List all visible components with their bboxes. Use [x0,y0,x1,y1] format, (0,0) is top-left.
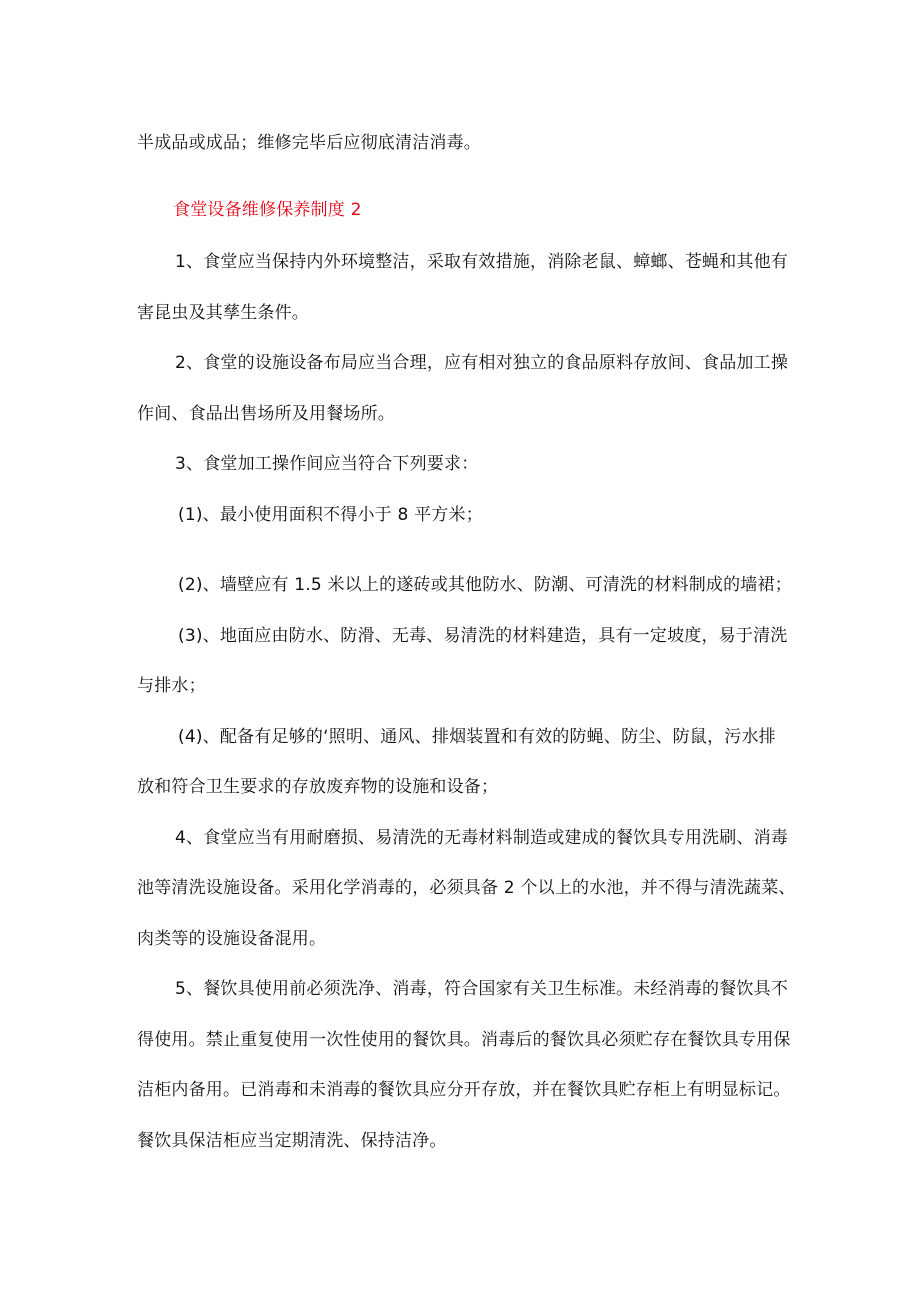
paragraph-line: 1、食堂应当保持内外环境整洁，采取有效措施，消除老鼠、蟑螂、苍蝇和其他有 [175,252,789,272]
paragraph-line: 得使用。禁止重复使用一次性使用的餐饮具。消毒后的餐饮具必须贮存在餐饮具专用保 [137,1029,791,1050]
document-body [137,118,797,1166]
sub-item-1 [137,490,797,541]
paragraph-4 [137,813,797,965]
sub-item-2 [137,560,797,611]
paragraph-line: 餐饮具保洁柜应当定期清洗、保持洁净。 [137,1130,447,1151]
paragraph-5 [137,964,797,1166]
sub-item-line: (2)、墙壁应有 1.5 米以上的遂砖或其他防水、防潮、可清洗的材料制成的墙裙； [178,575,792,595]
paragraph-1 [137,237,797,338]
paragraph-line: 5、餐饮具使用前必须洗净、消毒，符合国家有关卫生标准。未经消毒的餐饮具不 [175,979,789,999]
sub-item-4 [137,712,797,813]
sub-item-line: (3)、地面应由防水、防滑、无毒、易清洗的材料建造，具有一定坡度，易于清洗 [178,625,788,646]
paragraph-line: 洁柜内备用。已消毒和未消毒的餐饮具应分开存放，并在餐饮具贮存柜上有明显标记。 [137,1080,791,1100]
paragraph-line: 3、食堂加工操作间应当符合下列要求： [175,454,479,474]
paragraph-line: 4、食堂应当有用耐磨损、易清洗的无毒材料制造或建成的餐饮具专用洗刷、消毒 [175,827,789,848]
paragraph-line: 池等清洗设施设备。采用化学消毒的，必须具备 2 个以上的水池，并不得与清洗蔬菜、 [137,878,796,898]
lead-line: 半成品或成品；维修完毕后应彻底清洁消毒。 [137,133,481,153]
sub-item-line: (1)、最小使用面积不得小于 8 平方米； [178,504,483,525]
paragraph-line: 作间、食品出售场所及用餐场所。 [137,403,395,424]
sub-item-line: 放和符合卫生要求的存放废弃物的设施和设备； [137,777,499,797]
paragraph-line: 肉类等的设施设备混用。 [137,928,327,949]
sub-item-3 [137,611,797,712]
paragraph-2 [137,338,797,439]
sub-item-line: (4)、配备有足够的‘照明、通风、排烟装置和有效的防蝇、防尘、防鼠，污水排 [178,726,776,747]
sub-item-line: 与排水； [137,676,206,696]
paragraph-line: 2、食堂的设施设备布局应当合理，应有相对独立的食品原料存放间、食品加工操 [175,353,789,373]
paragraph-3 [137,439,797,490]
section-heading: 食堂设备维修保养制度 2 [173,199,362,220]
paragraph-line: 害昆虫及其孳生条件。 [137,302,309,323]
